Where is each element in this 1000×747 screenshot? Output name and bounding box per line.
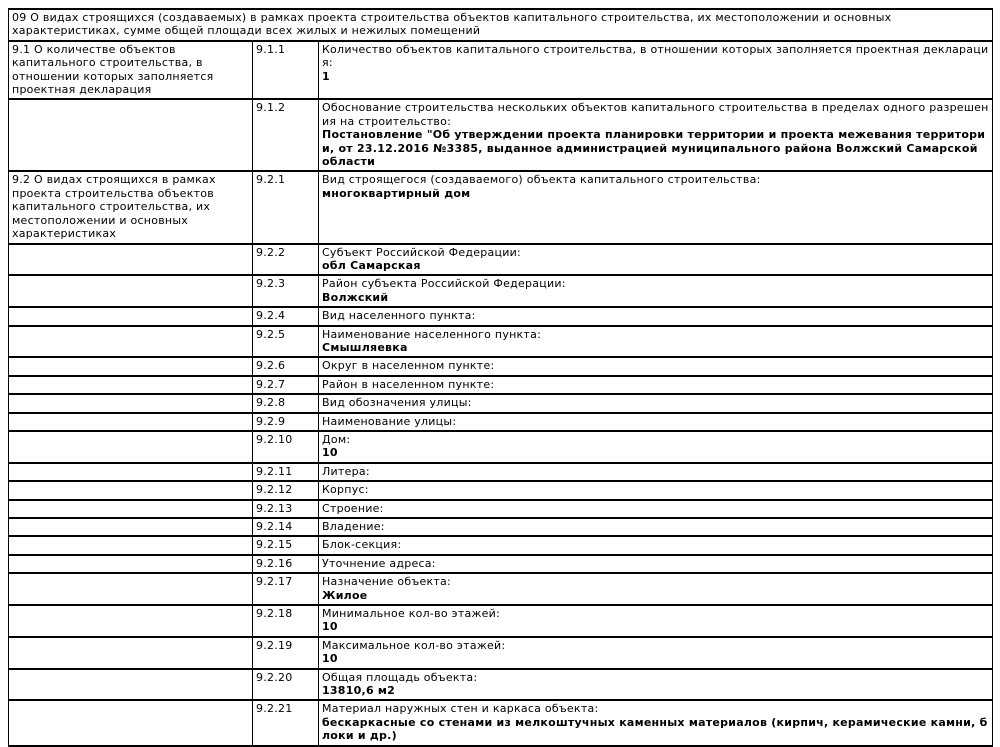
field-label: Минимальное кол-во этажей: (322, 607, 501, 621)
item-content-cell (319, 481, 993, 499)
field-label: Наименование улицы: (322, 414, 457, 428)
item-content-cell (319, 431, 993, 463)
item-content-cell (319, 99, 993, 171)
field-value: Постановление "Об утверждении проекта планировки территории и проекта межевания территории, от 23.12.2016 №3385, выданное администрацией муниципального района Волжский Самарской области (322, 128, 986, 169)
item-number-cell (253, 244, 319, 276)
field-label: Общая площадь объекта: (322, 670, 478, 684)
section-09-header-row (9, 9, 993, 41)
section-description-cell (9, 573, 253, 605)
section-description-cell (9, 357, 253, 375)
item-content-cell (319, 357, 993, 375)
table-row (9, 518, 993, 536)
item-content-cell (319, 555, 993, 573)
section-description-cell (9, 500, 253, 518)
item-content-cell (319, 700, 993, 745)
field-label: Материал наружных стен и каркаса объекта: (322, 702, 599, 716)
table-row (9, 555, 993, 573)
section-description-cell (9, 481, 253, 499)
section-description-label: 9.1 О количестве объектов капитального строительства, в отношении которых заполняется проектная декларация (12, 42, 214, 97)
field-value: 10 (322, 620, 338, 634)
field-label: Литера: (322, 464, 370, 478)
item-content-cell (319, 573, 993, 605)
item-number-cell (253, 326, 319, 358)
field-label: Вид строящегося (создаваемого) объекта капитального строительства: (322, 173, 761, 187)
field-label: Обоснование строительства нескольких объектов капитального строительства в пределах одного разрешения на строительство: (322, 101, 989, 128)
section-description-cell (9, 669, 253, 701)
section-description-cell (9, 536, 253, 554)
field-label: Максимальное кол-во этажей: (322, 638, 506, 652)
declaration-document (8, 8, 992, 747)
item-number: 9.2.4 (256, 309, 286, 323)
item-number: 9.2.13 (256, 501, 293, 515)
item-content-cell (319, 463, 993, 481)
section-description-cell (9, 275, 253, 307)
item-content-cell (319, 41, 993, 100)
field-label: Корпус: (322, 483, 369, 497)
item-number-cell (253, 536, 319, 554)
field-label: Район в населенном пункте: (322, 377, 495, 391)
field-value: 10 (322, 652, 338, 666)
table-row (9, 463, 993, 481)
section-description-cell (9, 605, 253, 637)
field-value: бескаркасные со стенами из мелкоштучных каменных материалов (кирпич, керамические камни, блоки и др.) (322, 715, 988, 743)
item-number-cell (253, 99, 319, 171)
item-number-cell (253, 307, 319, 325)
item-content-cell (319, 275, 993, 307)
item-number: 9.2.18 (256, 607, 293, 621)
field-value: Волжский (322, 290, 389, 304)
item-number: 9.2.20 (256, 670, 293, 684)
item-number: 9.2.14 (256, 520, 293, 533)
table-row (9, 481, 993, 499)
item-number-cell (253, 394, 319, 412)
item-content-cell (319, 518, 993, 536)
table-row (9, 637, 993, 669)
section-description-cell (9, 171, 253, 243)
section-description-cell (9, 463, 253, 481)
item-number-cell (253, 357, 319, 375)
item-content-cell (319, 171, 993, 243)
item-number: 9.2.19 (256, 638, 293, 652)
table-row (9, 171, 993, 243)
section-description-label: 9.2 О видах строящихся в рамках проекта строительства объектов капитального строительства, их местоположении и основных характеристиках (12, 173, 216, 241)
section-description-cell (9, 413, 253, 431)
field-label: Уточнение адреса: (322, 556, 436, 570)
item-content-cell (319, 500, 993, 518)
item-number-cell (253, 171, 319, 243)
field-label: Блок-секция: (322, 538, 402, 552)
table-row (9, 669, 993, 701)
table-row (9, 536, 993, 554)
section-description-cell (9, 700, 253, 745)
table-row (9, 413, 993, 431)
field-label: Вид населенного пункта: (322, 309, 476, 323)
item-number: 9.1.2 (256, 101, 286, 115)
field-label: Назначение объекта: (322, 575, 451, 589)
section-description-cell (9, 431, 253, 463)
item-content-cell (319, 605, 993, 637)
item-number-cell (253, 518, 319, 536)
field-label: Количество объектов капитального строительства, в отношении которых заполняется проектная декларация: (322, 42, 989, 70)
table-row (9, 376, 993, 394)
item-content-cell (319, 536, 993, 554)
field-value: многоквартирный дом (322, 186, 471, 200)
section-description-cell (9, 244, 253, 276)
item-number-cell (253, 481, 319, 499)
item-content-cell (319, 326, 993, 358)
section-09-title: 09 О видах строящихся (создаваемых) в рамках проекта строительства объектов капитального строительства, их местоположении и основных характеристиках, сумме общей площади всех жилых и нежилых помещений (9, 9, 993, 41)
item-number-cell (253, 669, 319, 701)
item-number-cell (253, 555, 319, 573)
section-description-cell (9, 99, 253, 171)
item-number-cell (253, 41, 319, 100)
item-number-cell (253, 637, 319, 669)
item-number-cell (253, 376, 319, 394)
table-row (9, 394, 993, 412)
field-label: Дом: (322, 432, 351, 446)
section-description-cell (9, 326, 253, 358)
item-number: 9.2.5 (256, 327, 286, 341)
table-row (9, 99, 993, 171)
item-number: 9.2.12 (256, 483, 293, 497)
item-number: 9.2.15 (256, 538, 293, 552)
section-description-cell (9, 376, 253, 394)
section-description-cell (9, 518, 253, 536)
section-description-cell (9, 555, 253, 573)
item-number-cell (253, 413, 319, 431)
item-number: 9.2.1 (256, 173, 286, 187)
item-number-cell (253, 500, 319, 518)
item-number-cell (253, 700, 319, 745)
item-number: 9.2.10 (256, 432, 293, 446)
field-label: Владение: (322, 520, 385, 533)
field-value: обл Самарская (322, 258, 421, 272)
item-content-cell (319, 637, 993, 669)
field-label: Строение: (322, 501, 384, 515)
item-number: 9.2.21 (256, 702, 293, 716)
item-number: 9.2.17 (256, 575, 293, 589)
item-number: 9.2.7 (256, 377, 286, 391)
declaration-table (8, 8, 993, 747)
field-label: Субъект Российской Федерации: (322, 245, 521, 259)
item-number-cell (253, 275, 319, 307)
item-number-cell (253, 463, 319, 481)
table-row (9, 326, 993, 358)
field-label: Вид обозначения улицы: (322, 396, 472, 410)
item-number: 9.1.1 (256, 42, 286, 56)
table-row (9, 357, 993, 375)
table-row (9, 41, 993, 100)
item-number: 9.2.8 (256, 396, 286, 410)
section-description-cell (9, 637, 253, 669)
item-number: 9.2.3 (256, 277, 286, 291)
section-description-cell (9, 394, 253, 412)
section-description-cell (9, 307, 253, 325)
item-number: 9.2.2 (256, 245, 286, 259)
section-description-cell (9, 41, 253, 100)
table-row (9, 431, 993, 463)
table-row (9, 500, 993, 518)
table-row (9, 307, 993, 325)
item-number: 9.2.11 (256, 464, 293, 478)
field-value: 13810,6 м2 (322, 684, 396, 698)
table-row (9, 573, 993, 605)
item-content-cell (319, 669, 993, 701)
field-value: Жилое (322, 588, 368, 602)
item-number: 9.2.6 (256, 359, 286, 373)
item-content-cell (319, 307, 993, 325)
item-number-cell (253, 431, 319, 463)
field-value: 1 (322, 69, 330, 83)
item-content-cell (319, 394, 993, 412)
item-number-cell (253, 605, 319, 637)
field-label: Район субъекта Российской Федерации: (322, 277, 566, 291)
item-number: 9.2.9 (256, 414, 286, 428)
field-value: Смышляевка (322, 340, 408, 354)
item-number: 9.2.16 (256, 556, 293, 570)
field-label: Округ в населенном пункте: (322, 359, 495, 373)
table-row (9, 605, 993, 637)
item-number-cell (253, 573, 319, 605)
item-content-cell (319, 413, 993, 431)
table-row (9, 244, 993, 276)
item-content-cell (319, 376, 993, 394)
table-row (9, 700, 993, 745)
table-row (9, 275, 993, 307)
field-label: Наименование населенного пункта: (322, 327, 542, 341)
field-value: 10 (322, 446, 338, 460)
item-content-cell (319, 244, 993, 276)
